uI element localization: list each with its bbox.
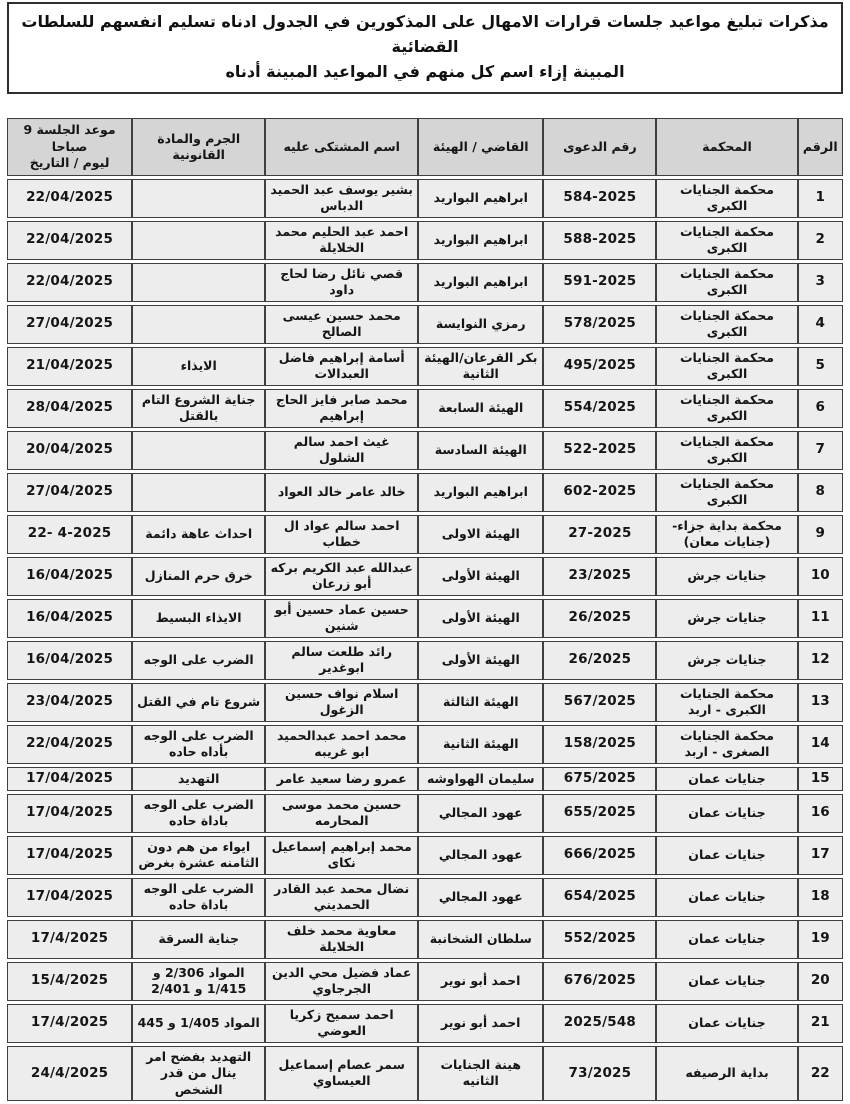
cell-number: 17 xyxy=(798,836,844,875)
table-row xyxy=(7,557,843,596)
cell-number: 22 xyxy=(798,1046,844,1102)
cell-case-number: 654/2025 xyxy=(543,878,656,917)
table-row xyxy=(7,836,843,875)
cell-judge-panel: احمد أبو نوير xyxy=(418,962,543,1001)
cell-session-date: 17/04/2025 xyxy=(7,794,132,833)
cell-defendant: عماد فضيل محي الدين الجرجاوي xyxy=(265,962,418,1001)
cell-defendant: محمد احمد عبدالحميد ابو غريبه xyxy=(265,725,418,764)
cell-judge-panel: الهيئة الأولى xyxy=(418,557,543,596)
cell-number: 12 xyxy=(798,641,844,680)
cell-court: محكمة الجنايات الكبرى xyxy=(656,347,797,386)
cell-session-date: 16/04/2025 xyxy=(7,641,132,680)
cell-case-number: 23/2025 xyxy=(543,557,656,596)
cell-court: جنايات عمان xyxy=(656,878,797,917)
cell-defendant: غيث احمد سالم الشلول xyxy=(265,431,418,470)
cell-judge-panel: ابراهيم البواريد xyxy=(418,263,543,302)
cell-case-number: 158/2025 xyxy=(543,725,656,764)
cell-defendant: اسلام نواف حسين الزغول xyxy=(265,683,418,722)
cell-number: 6 xyxy=(798,389,844,428)
cell-number: 16 xyxy=(798,794,844,833)
cell-court: محكمة الجنايات الصغرى - اربد xyxy=(656,725,797,764)
cell-number: 14 xyxy=(798,725,844,764)
cell-crime-article: الضرب على الوجه باداة حاده xyxy=(132,794,265,833)
header-defendant: اسم المشتكى عليه xyxy=(265,118,418,176)
cell-case-number: 602-2025 xyxy=(543,473,656,512)
cell-session-date: 17/04/2025 xyxy=(7,767,132,791)
header-session-date xyxy=(7,118,132,176)
cell-number: 13 xyxy=(798,683,844,722)
cell-number: 8 xyxy=(798,473,844,512)
cell-judge-panel: هينة الجنايات الثانيه xyxy=(418,1046,543,1102)
cell-court: جنايات عمان xyxy=(656,962,797,1001)
cell-case-number: 584-2025 xyxy=(543,179,656,218)
cell-defendant: سمر عصام إسماعيل العيساوي xyxy=(265,1046,418,1102)
cell-crime-article xyxy=(132,305,265,344)
cell-case-number: 655/2025 xyxy=(543,794,656,833)
cell-defendant: معاوية محمد خلف الخلايلة xyxy=(265,920,418,959)
cell-session-date: 24/4/2025 xyxy=(7,1046,132,1102)
cell-judge-panel: عهود المجالي xyxy=(418,794,543,833)
cell-court: محكمة الجنايات الكبرى xyxy=(656,179,797,218)
cell-crime-article: المواد 2/306 و 1/415 و 2/401 xyxy=(132,962,265,1001)
table-row xyxy=(7,962,843,1001)
cell-defendant: حسين عماد حسين أبو شنين xyxy=(265,599,418,638)
cell-number: 11 xyxy=(798,599,844,638)
cell-court: جنايات عمان xyxy=(656,794,797,833)
cell-session-date: 17/04/2025 xyxy=(7,836,132,875)
header-crime-article: الجرم والمادة القانونية xyxy=(132,118,265,176)
cell-judge-panel: ابراهيم البواريد xyxy=(418,221,543,260)
cell-crime-article: شروع تام في القتل xyxy=(132,683,265,722)
cell-defendant: نضال محمد عبد القادر الحمديني xyxy=(265,878,418,917)
cell-session-date: 23/04/2025 xyxy=(7,683,132,722)
cell-crime-article: خرق حرم المنازل xyxy=(132,557,265,596)
cell-case-number: 578/2025 xyxy=(543,305,656,344)
cell-session-date: 20/04/2025 xyxy=(7,431,132,470)
table-row xyxy=(7,305,843,344)
cell-defendant: خالد عامر خالد العواد xyxy=(265,473,418,512)
cell-crime-article: المواد 1/405 و 445 xyxy=(132,1004,265,1043)
cell-session-date: 16/04/2025 xyxy=(7,599,132,638)
cell-judge-panel: بكر القرعان/الهيئة الثانية xyxy=(418,347,543,386)
header-row xyxy=(7,118,843,176)
cell-court: جنايات عمان xyxy=(656,1004,797,1043)
table-header xyxy=(7,118,843,176)
cell-crime-article: ايواء من هم دون الثامنه عشرة بغرض xyxy=(132,836,265,875)
cell-judge-panel: ابراهيم البواريد xyxy=(418,473,543,512)
cell-number: 1 xyxy=(798,179,844,218)
cell-defendant: احمد عبد الحليم محمد الخلايلة xyxy=(265,221,418,260)
cell-crime-article: جناية السرقة xyxy=(132,920,265,959)
cell-judge-panel: الهيئة الثانية xyxy=(418,725,543,764)
cell-judge-panel: الهيئة الاولى xyxy=(418,515,543,554)
header-number: الرقم xyxy=(798,118,844,176)
cell-case-number: 26/2025 xyxy=(543,599,656,638)
cell-court: جنايات جرش xyxy=(656,599,797,638)
table-row xyxy=(7,641,843,680)
cell-judge-panel: الهيئة السابعة xyxy=(418,389,543,428)
cell-crime-article: جناية الشروع التام بالقتل xyxy=(132,389,265,428)
cell-session-date: 17/04/2025 xyxy=(7,878,132,917)
table-row xyxy=(7,794,843,833)
cell-crime-article xyxy=(132,431,265,470)
cell-crime-article: الضرب على الوجه باداة حاده xyxy=(132,878,265,917)
cell-session-date: 21/04/2025 xyxy=(7,347,132,386)
cell-defendant: محمد صابر فايز الحاج إبراهيم xyxy=(265,389,418,428)
cell-defendant: رائد طلعت سالم ابوغدير xyxy=(265,641,418,680)
table-row xyxy=(7,431,843,470)
cell-defendant: عمرو رضا سعيد عامر xyxy=(265,767,418,791)
cell-case-number: 676/2025 xyxy=(543,962,656,1001)
cell-defendant: حسين محمد موسى المحارمه xyxy=(265,794,418,833)
cell-crime-article: الضرب على الوجه بأداه حاده xyxy=(132,725,265,764)
cell-defendant: احمد سالم عواد ال خطاب xyxy=(265,515,418,554)
table-row xyxy=(7,221,843,260)
cell-defendant: احمد سميح زكريا العوضي xyxy=(265,1004,418,1043)
cell-number: 10 xyxy=(798,557,844,596)
court-schedule-table xyxy=(7,115,843,1104)
cell-session-date: 22/04/2025 xyxy=(7,725,132,764)
cell-number: 15 xyxy=(798,767,844,791)
cell-session-date: 27/04/2025 xyxy=(7,473,132,512)
table-body xyxy=(7,179,843,1101)
cell-court: جنايات عمان xyxy=(656,920,797,959)
cell-court: محكمة الجنايات الكبرى xyxy=(656,473,797,512)
cell-court: محكمة الجنايات الكبرى - اربد xyxy=(656,683,797,722)
cell-number: 21 xyxy=(798,1004,844,1043)
cell-judge-panel: ابراهيم البواريد xyxy=(418,179,543,218)
cell-defendant: عبدالله عبد الكريم بركه أبو زرعان xyxy=(265,557,418,596)
table-row xyxy=(7,1004,843,1043)
cell-case-number: 552/2025 xyxy=(543,920,656,959)
cell-session-date: 22/04/2025 xyxy=(7,221,132,260)
cell-defendant: قصي نائل رضا لحاج داود xyxy=(265,263,418,302)
cell-case-number: 495/2025 xyxy=(543,347,656,386)
table-row xyxy=(7,599,843,638)
cell-judge-panel: الهيئة الثالثة xyxy=(418,683,543,722)
cell-case-number: 567/2025 xyxy=(543,683,656,722)
header-court: المحكمة xyxy=(656,118,797,176)
cell-number: 9 xyxy=(798,515,844,554)
cell-judge-panel: عهود المجالي xyxy=(418,836,543,875)
cell-session-date: 22- 4-2025 xyxy=(7,515,132,554)
cell-court: محكمة الجنايات الكبرى xyxy=(656,221,797,260)
table-row xyxy=(7,389,843,428)
cell-case-number: 588-2025 xyxy=(543,221,656,260)
cell-crime-article: الايذاء البسيط xyxy=(132,599,265,638)
cell-judge-panel: الهيئة الأولى xyxy=(418,641,543,680)
cell-session-date: 15/4/2025 xyxy=(7,962,132,1001)
cell-case-number: 591-2025 xyxy=(543,263,656,302)
cell-number: 5 xyxy=(798,347,844,386)
cell-case-number: 675/2025 xyxy=(543,767,656,791)
document-title xyxy=(7,2,843,94)
document-title-line1: مذكرات تبليغ مواعيد جلسات قرارات الامهال على المذكورين في الجدول ادناه تسليم انفسهم للسلطات القضائية xyxy=(21,12,829,56)
cell-judge-panel: عهود المجالي xyxy=(418,878,543,917)
cell-defendant: بشير يوسف عبد الحميد الدباس xyxy=(265,179,418,218)
cell-court: محكمة الجنايات الكبرى xyxy=(656,389,797,428)
cell-case-number: 666/2025 xyxy=(543,836,656,875)
cell-defendant: محمد إبراهيم إسماعيل نكاى xyxy=(265,836,418,875)
table-row xyxy=(7,515,843,554)
header-session-date-line2: ليوم / التاريخ xyxy=(29,155,110,171)
cell-court: جنايات جرش xyxy=(656,641,797,680)
cell-crime-article xyxy=(132,221,265,260)
cell-court: محكمة الجنايات الكبرى xyxy=(656,263,797,302)
cell-number: 3 xyxy=(798,263,844,302)
cell-court: بداية الرصيفه xyxy=(656,1046,797,1102)
cell-case-number: 2025/548 xyxy=(543,1004,656,1043)
cell-court: جنايات جرش xyxy=(656,557,797,596)
cell-court: محمكة الجنايات الكبرى xyxy=(656,305,797,344)
cell-case-number: 27-2025 xyxy=(543,515,656,554)
cell-number: 18 xyxy=(798,878,844,917)
cell-number: 20 xyxy=(798,962,844,1001)
cell-court: محكمة بداية جزاء- (جنايات معان) xyxy=(656,515,797,554)
cell-crime-article xyxy=(132,263,265,302)
table-row xyxy=(7,347,843,386)
cell-court: جنايات عمان xyxy=(656,836,797,875)
cell-judge-panel: سليمان الهواوشه xyxy=(418,767,543,791)
table-row xyxy=(7,725,843,764)
cell-session-date: 16/04/2025 xyxy=(7,557,132,596)
cell-session-date: 28/04/2025 xyxy=(7,389,132,428)
cell-crime-article: التهديد xyxy=(132,767,265,791)
cell-case-number: 73/2025 xyxy=(543,1046,656,1102)
cell-session-date: 17/4/2025 xyxy=(7,1004,132,1043)
cell-number: 7 xyxy=(798,431,844,470)
cell-court: محكمة الجنايات الكبرى xyxy=(656,431,797,470)
cell-session-date: 17/4/2025 xyxy=(7,920,132,959)
table-row xyxy=(7,179,843,218)
cell-court: جنايات عمان xyxy=(656,767,797,791)
cell-judge-panel: سلطان الشخانبة xyxy=(418,920,543,959)
cell-judge-panel: رمزي النوايسة xyxy=(418,305,543,344)
cell-session-date: 22/04/2025 xyxy=(7,179,132,218)
cell-session-date: 27/04/2025 xyxy=(7,305,132,344)
header-judge-panel: القاضي / الهيئة xyxy=(418,118,543,176)
cell-judge-panel: الهيئة الأولى xyxy=(418,599,543,638)
header-case-number: رقم الدعوى xyxy=(543,118,656,176)
table-row xyxy=(7,263,843,302)
table-row xyxy=(7,767,843,791)
cell-number: 19 xyxy=(798,920,844,959)
cell-number: 4 xyxy=(798,305,844,344)
cell-session-date: 22/04/2025 xyxy=(7,263,132,302)
table-row xyxy=(7,1046,843,1102)
cell-case-number: 554/2025 xyxy=(543,389,656,428)
table-row xyxy=(7,683,843,722)
cell-case-number: 26/2025 xyxy=(543,641,656,680)
cell-number: 2 xyxy=(798,221,844,260)
table-row xyxy=(7,920,843,959)
cell-crime-article: التهديد بفضح امر ينال من قدر الشخص xyxy=(132,1046,265,1102)
cell-case-number: 522-2025 xyxy=(543,431,656,470)
cell-crime-article: الضرب على الوجه xyxy=(132,641,265,680)
document-title-line2: المبينة إزاء اسم كل منهم في المواعيد المبينة أدناه xyxy=(225,61,625,81)
cell-defendant: محمد حسين عيسى الصالح xyxy=(265,305,418,344)
cell-defendant: أسامة إبراهيم فاضل العبدالات xyxy=(265,347,418,386)
cell-crime-article xyxy=(132,473,265,512)
cell-crime-article: الايذاء xyxy=(132,347,265,386)
cell-judge-panel: احمد أبو نوير xyxy=(418,1004,543,1043)
table-row xyxy=(7,473,843,512)
header-session-date-line1: موعد الجلسة 9 صباحا xyxy=(23,122,116,154)
cell-crime-article xyxy=(132,179,265,218)
cell-judge-panel: الهيئة السادسة xyxy=(418,431,543,470)
table-row xyxy=(7,878,843,917)
cell-crime-article: احداث عاهة دائمة xyxy=(132,515,265,554)
